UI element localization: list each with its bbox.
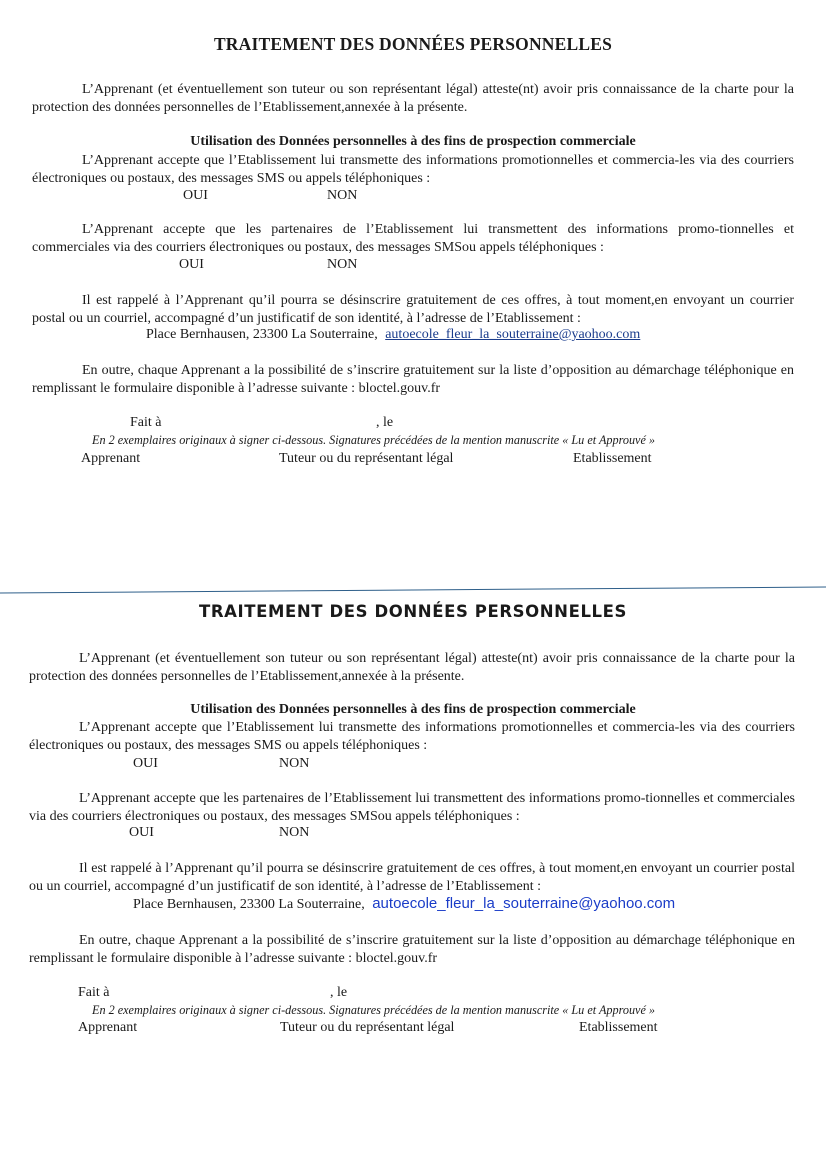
page-divider <box>0 585 826 595</box>
signature-note: En 2 exemplaires originaux à signer ci-dessous. Signatures précédées de la mention manuscrite « Lu et Approuvé » <box>92 433 656 447</box>
section-subtitle: Utilisation des Données personnelles à des fins de prospection commerciale <box>190 134 636 149</box>
page-title: TRAITEMENT DES DONNÉES PERSONNELLES <box>213 34 613 54</box>
non-option[interactable]: NON <box>279 825 310 840</box>
consent-partners-paragraph: L’Apprenant accepte que les partenaires de l’Etablissement lui transmettent des informations promo-tionnelles et commerciales via des courriers électroniques ou postaux, des messages SMSou appels téléphoniques : <box>29 791 795 824</box>
oui-option[interactable]: OUI <box>129 825 154 840</box>
non-option[interactable]: NON <box>327 188 358 203</box>
signature-note: En 2 exemplaires originaux à signer ci-dessous. Signatures précédées de la mention manuscrite « Lu et Approuvé » <box>92 1003 656 1017</box>
date-label: , le <box>376 415 394 430</box>
intro-paragraph: L’Apprenant (et éventuellement son tuteur ou son représentant légal) atteste(nt) avoir pris connaissance de la charte pour la protection des données personnelles de l’Etablissement,annexée à la présente. <box>29 651 795 684</box>
address-line <box>146 327 640 343</box>
email-link[interactable]: autoecole_fleur_la_souterraine@yaohoo.com <box>372 895 676 912</box>
consent-establishment-paragraph: L’Apprenant accepte que l’Etablissement lui transmette des informations promotionnelles et commercia-les via des courriers électroniques ou postaux, des messages SMS ou appels téléphoniques : <box>32 153 794 186</box>
fait-a-label: Fait à <box>130 415 162 430</box>
unsubscribe-paragraph: Il est rappelé à l’Apprenant qu’il pourra se désinscrire gratuitement de ces offres, à tout moment,en envoyant un courrier postal ou un courriel, accompagné d’un justificatif de son identité, à l’adresse de l’Etablissement : <box>29 861 795 894</box>
address-text: Place Bernhausen, 23300 La Souterraine, <box>133 897 365 912</box>
email-link[interactable]: autoecole_fleur_la_souterraine@yaohoo.com <box>385 327 641 342</box>
non-option[interactable]: NON <box>327 257 358 272</box>
fait-a-label: Fait à <box>78 985 110 1000</box>
consent-establishment-paragraph: L’Apprenant accepte que l’Etablissement lui transmette des informations promotionnelles et commercia-les via des courriers électroniques ou postaux, des messages SMS ou appels téléphoniques : <box>29 720 795 753</box>
signature-apprenant: Apprenant <box>78 1020 138 1035</box>
signature-etablissement: Etablissement <box>573 451 652 466</box>
intro-paragraph: L’Apprenant (et éventuellement son tuteur ou son représentant légal) atteste(nt) avoir pris connaissance de la charte pour la protection des données personnelles de l’Etablissement,annexée à la présente. <box>32 82 794 115</box>
oui-option[interactable]: OUI <box>183 188 208 203</box>
address-line <box>133 895 675 913</box>
signature-tuteur: Tuteur ou du représentant légal <box>279 451 454 466</box>
non-option[interactable]: NON <box>279 756 310 771</box>
bloctel-paragraph: En outre, chaque Apprenant a la possibilité de s’inscrire gratuitement sur la liste d’opposition au démarchage téléphonique en remplissant le formulaire disponible à l’adresse suivante : bloctel.gouv.fr <box>29 933 795 966</box>
page-title: TRAITEMENT DES DONNÉES PERSONNELLES <box>198 602 628 621</box>
address-text: Place Bernhausen, 23300 La Souterraine, <box>146 327 378 342</box>
date-label: , le <box>330 985 348 1000</box>
oui-option[interactable]: OUI <box>179 257 204 272</box>
signature-tuteur: Tuteur ou du représentant légal <box>280 1020 455 1035</box>
unsubscribe-paragraph: Il est rappelé à l’Apprenant qu’il pourra se désinscrire gratuitement de ces offres, à tout moment,en envoyant un courrier postal ou un courriel, accompagné d’un justificatif de son identité, à l’adresse de l’Etablissement : <box>32 293 794 326</box>
bloctel-paragraph: En outre, chaque Apprenant a la possibilité de s’inscrire gratuitement sur la liste d’opposition au démarchage téléphonique en remplissant le formulaire disponible à l’adresse suivante : bloctel.gouv.fr <box>32 363 794 396</box>
consent-partners-paragraph: L’Apprenant accepte que les partenaires de l’Etablissement lui transmettent des informations promo-tionnelles et commerciales via des courriers électroniques ou postaux, des messages SMSou appels téléphoniques : <box>32 222 794 255</box>
section-subtitle: Utilisation des Données personnelles à des fins de prospection commerciale <box>190 702 636 717</box>
signature-apprenant: Apprenant <box>81 451 141 466</box>
signature-etablissement: Etablissement <box>579 1020 658 1035</box>
oui-option[interactable]: OUI <box>133 756 158 771</box>
